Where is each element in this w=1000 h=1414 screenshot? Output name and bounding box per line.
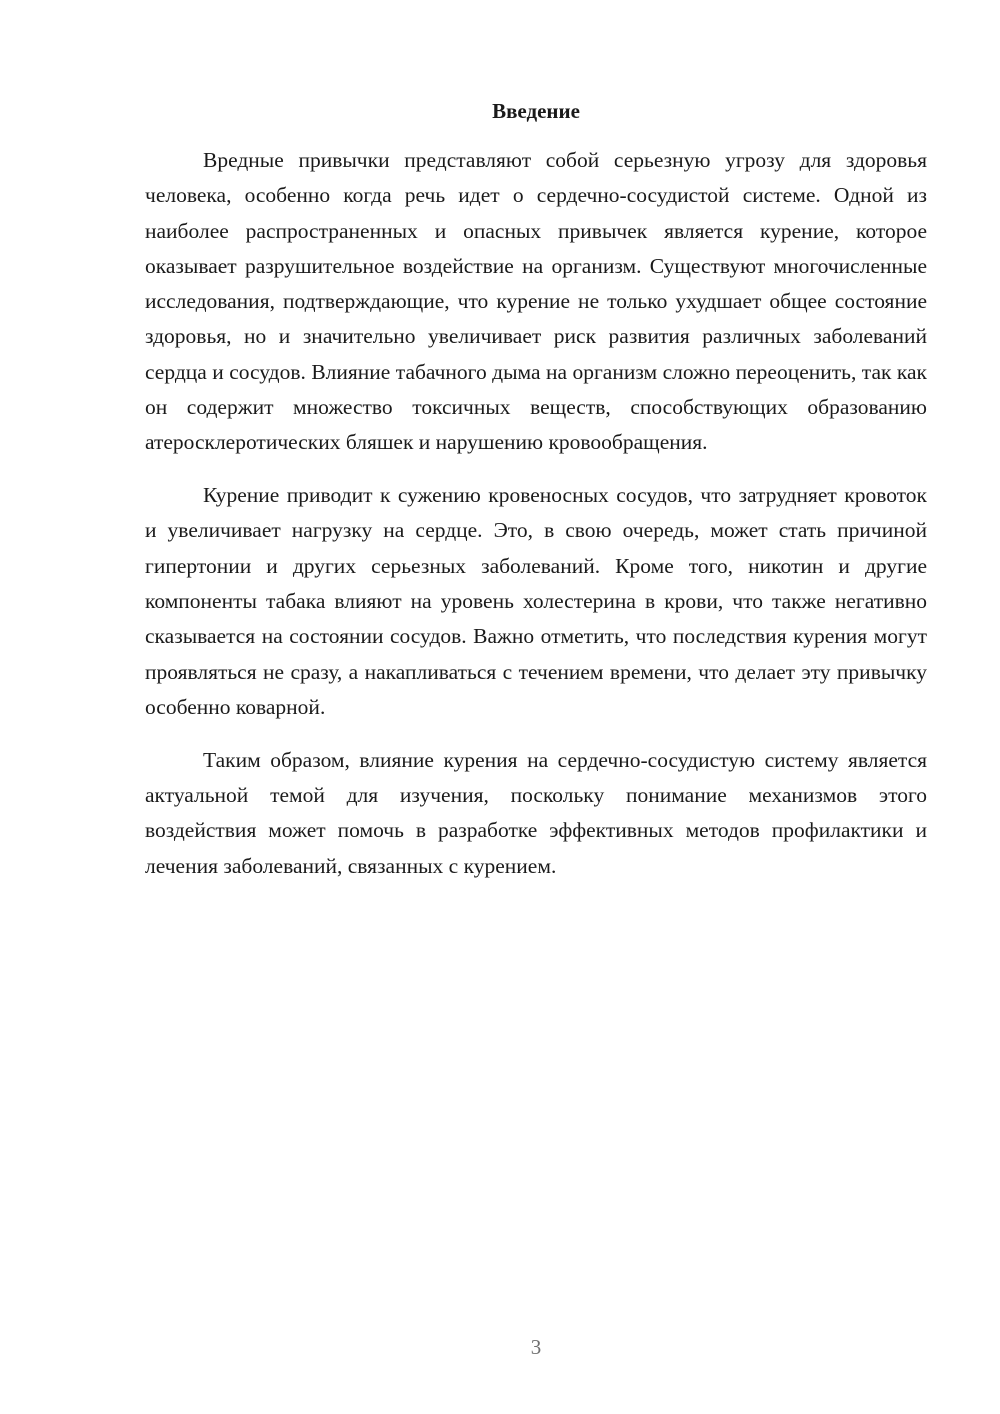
document-body: [145, 143, 927, 884]
paragraph-1: Вредные привычки представляют собой серьезную угрозу для здоровья человека, особенно когда речь идет о сердечно-сосудистой системе. Одной из наиболее распространенных и опасных привычек является курение, которое оказывает разрушительное воздействие на организм. Существуют многочисленные исследования, подтверждающие, что курение не только ухудшает общее состояние здоровья, но и значительно увеличивает риск развития различных заболеваний сердца и сосудов. Влияние табачного дыма на организм сложно переоценить, так как он содержит множество токсичных веществ, способствующих образованию атеросклеротических бляшек и нарушению кровообращения.: [145, 148, 927, 455]
paragraph-2: Курение приводит к сужению кровеносных сосудов, что затрудняет кровоток и увеличивает нагрузку на сердце. Это, в свою очередь, может стать причиной гипертонии и других серьезных заболеваний. Кроме того, никотин и другие компоненты табака влияют на уровень холестерина в крови, что также негативно сказывается на состоянии сосудов. Важно отметить, что последствия курения могут проявляться не сразу, а накапливаться с течением времени, что делает эту привычку особенно коварной.: [145, 483, 927, 719]
section-heading: Введение: [492, 99, 580, 123]
page-number: 3: [530, 1335, 542, 1359]
paragraph-3: Таким образом, влияние курения на сердечно-сосудистую систему является актуальной темой для изучения, поскольку понимание механизмов этого воздействия может помочь в разработке эффективных методов профилактики и лечения заболеваний, связанных с курением.: [145, 747, 927, 878]
